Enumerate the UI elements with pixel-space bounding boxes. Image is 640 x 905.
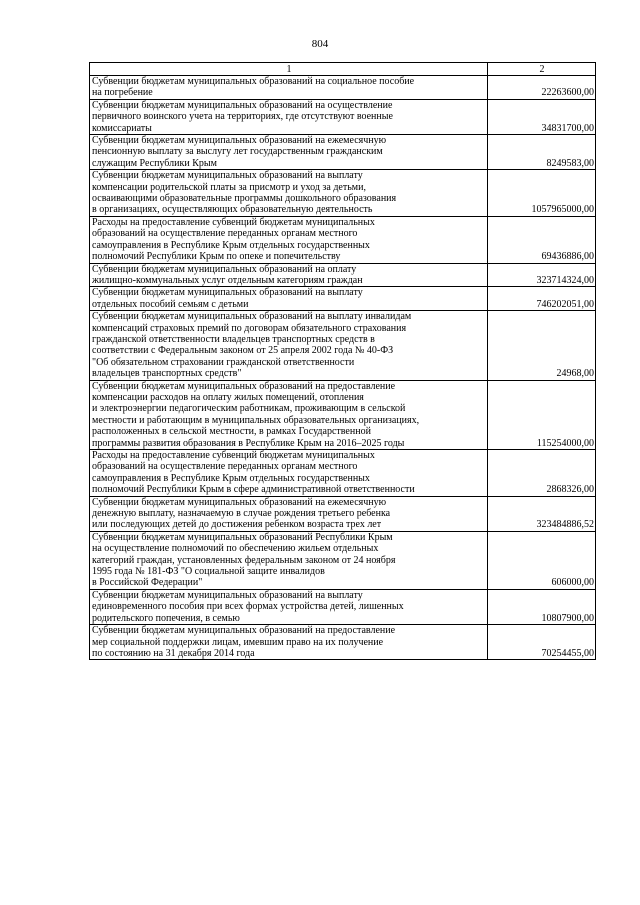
row-amount: 323484886,52 — [488, 496, 596, 531]
row-amount: 70254455,00 — [488, 625, 596, 660]
table-row — [90, 311, 596, 380]
table-row — [90, 287, 596, 311]
table-row — [90, 135, 596, 170]
row-description: Субвенции бюджетам муниципальных образований на социальное пособие на погребение — [90, 76, 488, 100]
row-amount: 22263600,00 — [488, 76, 596, 100]
row-amount: 69436886,00 — [488, 216, 596, 263]
row-amount: 323714324,00 — [488, 263, 596, 287]
row-amount: 115254000,00 — [488, 380, 596, 449]
subventions-table — [89, 62, 596, 660]
row-amount: 746202051,00 — [488, 287, 596, 311]
row-description: Субвенции бюджетам муниципальных образований на выплату единовременного пособия при всех формах устройства детей, лишенных родительского попечения, в семью — [90, 589, 488, 624]
row-description: Субвенции бюджетам муниципальных образований Республики Крым на осуществление полномочий по обеспечению жильем отдельных категорий граждан, установленных федеральным законом от 24 ноября 1995 года № 181-ФЗ "О социальной защите инвалидов в Российской Федерации" — [90, 531, 488, 589]
row-amount: 10807900,00 — [488, 589, 596, 624]
table-header-row — [90, 63, 596, 76]
table-row — [90, 263, 596, 287]
table-row — [90, 216, 596, 263]
table-row — [90, 496, 596, 531]
row-amount: 24968,00 — [488, 311, 596, 380]
row-description: Расходы на предоставление субвенций бюджетам муниципальных образований на осуществление переданных органам местного самоуправления в Республике Крым отдельных государственных полномочий Республики Крым в сфере административной ответственности — [90, 450, 488, 497]
table-row — [90, 531, 596, 589]
table-row — [90, 380, 596, 449]
row-amount: 34831700,00 — [488, 99, 596, 134]
row-amount: 2868326,00 — [488, 450, 596, 497]
row-description: Субвенции бюджетам муниципальных образований на выплату отдельных пособий семьям с детьми — [90, 287, 488, 311]
table-row — [90, 76, 596, 100]
row-amount: 606000,00 — [488, 531, 596, 589]
table-row — [90, 170, 596, 217]
row-amount: 8249583,00 — [488, 135, 596, 170]
row-description: Субвенции бюджетам муниципальных образований на ежемесячную пенсионную выплату за выслугу лет государственным гражданским служащим Республики Крым — [90, 135, 488, 170]
row-description: Субвенции бюджетам муниципальных образований на предоставление компенсации расходов на оплату жилых помещений, отопления и электроэнергии педагогическим работникам, проживающим в сельской местности и работающим в муниципальных образовательных организациях, расположенных в сельской местности, в рамках Государственной программы развития образования в Республике Крым на 2016–2025 годы — [90, 380, 488, 449]
row-description: Субвенции бюджетам муниципальных образований на выплату инвалидам компенсаций страховых премий по договорам обязательного страхования гражданской ответственности владельцев транспортных средств в соответствии с Федеральным законом от 25 апреля 2002 года № 40-ФЗ "Об обязательном страховании гражданской ответственности владельцев транспортных средств" — [90, 311, 488, 380]
row-description: Расходы на предоставление субвенций бюджетам муниципальных образований на осуществление переданных органам местного самоуправления в Республике Крым отдельных государственных полномочий Республики Крым по опеке и попечительству — [90, 216, 488, 263]
page-number: 804 — [311, 38, 329, 50]
row-description: Субвенции бюджетам муниципальных образований на предоставление мер социальной поддержки лицам, имевшим право на их получение по состоянию на 31 декабря 2014 года — [90, 625, 488, 660]
table-row — [90, 450, 596, 497]
row-description: Субвенции бюджетам муниципальных образований на ежемесячную денежную выплату, назначаемую в случае рождения третьего ребенка или последующих детей до достижения ребенком возраста трех лет — [90, 496, 488, 531]
table-row — [90, 99, 596, 134]
column-header-1: 1 — [90, 63, 488, 76]
table-row — [90, 589, 596, 624]
column-header-2: 2 — [488, 63, 596, 76]
row-description: Субвенции бюджетам муниципальных образований на оплату жилищно-коммунальных услуг отдельным категориям граждан — [90, 263, 488, 287]
row-description: Субвенции бюджетам муниципальных образований на осуществление первичного воинского учета на территориях, где отсутствуют военные комиссариаты — [90, 99, 488, 134]
row-description: Субвенции бюджетам муниципальных образований на выплату компенсации родительской платы за присмотр и уход за детьми, осваивающими образовательные программы дошкольного образования в организациях, осуществляющих образовательную деятельность — [90, 170, 488, 217]
row-amount: 1057965000,00 — [488, 170, 596, 217]
table-row — [90, 625, 596, 660]
